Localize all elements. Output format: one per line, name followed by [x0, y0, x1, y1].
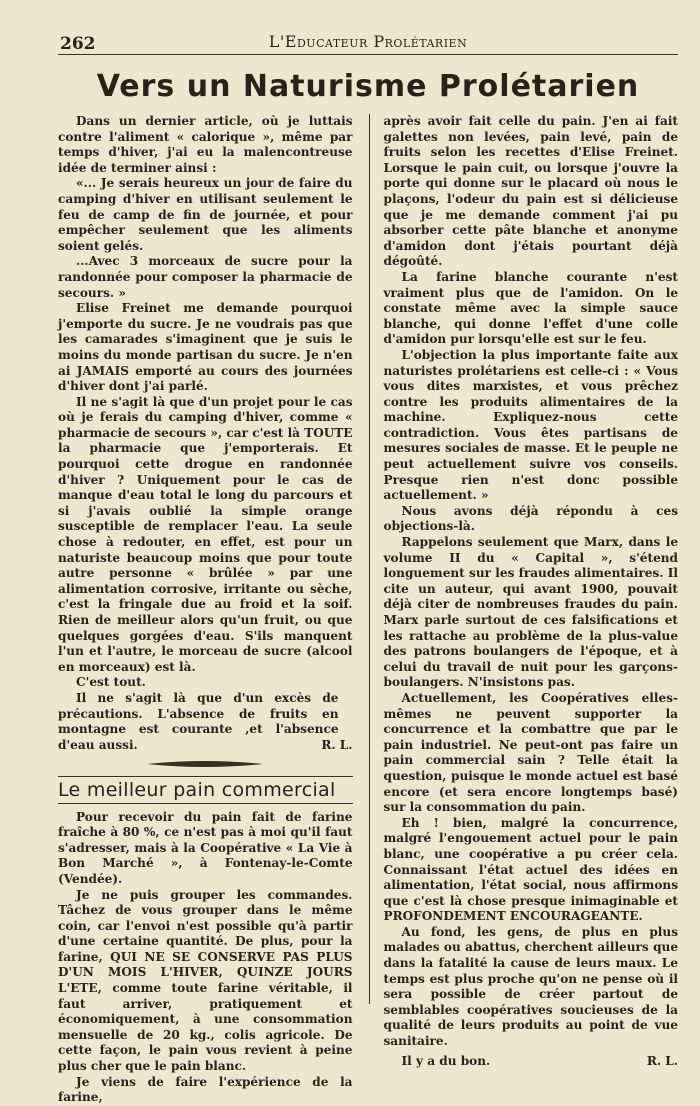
right-column: [384, 114, 679, 1106]
paragraph: Je viens de faire l'expérience de la farine,: [58, 1074, 353, 1105]
two-column-body: [58, 114, 678, 1106]
paragraph: Nous avons déjà répondu à ces objections-là.: [383, 503, 679, 534]
section-title: Le meilleur pain commercial: [58, 778, 336, 801]
paragraph: Dans un dernier article, où je luttais contre l'aliment « calorique », même par temps d'hiver, j'ai eu la malencontreuse idée de terminer ainsi :: [58, 114, 353, 175]
paragraph: Rappelons seulement que Marx, dans le volume II du « Capital », s'étend longuement sur les fraudes alimentaires. Il cite un auteur, qui avant 1900, pouvait déjà citer de nombreuses fraudes du pain. Marx parle surtout de ces falsifications et les rattache au problème de la plus-value des patrons boulangers de l'époque, et à celui du travail de nuit pour les garçons-boulangers. N'insistons pas.: [383, 535, 679, 690]
section-rule: [58, 803, 353, 804]
paragraph: Je ne puis grouper les commandes. Tâchez de vous grouper dans le même coin, car l'envoi n'est possible qu'à partir d'une certaine quantité. De plus, pour la farine, QUI NE SE CONSERVE PAS PLUS D'UN MOIS L'HIVER, QUINZE JOURS L'ETE, comme toute farine véritable, il faut arriver, pratiquement et économiquement, à une consommation mensuelle de 20 kg., colis agricole. De cette façon, le pain vous revient à peine plus cher que le pain blanc.: [58, 887, 353, 1074]
paragraph-with-signature: [58, 691, 353, 753]
article-title: Vers un Naturisme Prolétarien: [96, 69, 640, 104]
paragraph: Au fond, les gens, de plus en plus malades ou abattus, cherchent ailleurs que dans la fatalité la cause de leurs maux. Le temps est plus proche qu'on ne pense où il sera possible de créer partout de semblables coopératives soucieuses de la qualité de leurs produits au point de vue sanitaire.: [383, 924, 679, 1049]
column-rule: [369, 114, 370, 1004]
paragraph: C'est tout.: [76, 675, 146, 690]
page-number: 262: [60, 34, 96, 54]
closing-line: [384, 1054, 679, 1070]
paragraph: La farine blanche courante n'est vraiment plus que de l'amidon. On le constate même avec la simple sauce blanche, qui donne l'effet d'une colle d'amidon pur lorsqu'elle est sur le feu.: [383, 269, 679, 347]
paragraph: Actuellement, les Coopératives elles-mêmes ne peuvent supporter la concurrence et la combattre que par le pain industriel. Ne peut-ont pas faire un pain commercial sain ? Telle était la question, puisque le monde actuel est basé encore (et sera encore longtemps basé) sur la consommation du pain.: [383, 690, 679, 815]
left-column: [58, 114, 353, 1106]
section-rule: [58, 776, 353, 777]
journal-title: L'Educateur Prolétarien: [268, 32, 468, 51]
paragraph: «... Je serais heureux un jour de faire du camping d'hiver en utilisant seulement le feu de camp de fin de journée, et pour empêcher seulement que les aliments soient gelés.: [58, 176, 353, 253]
closing-text: Il y a du bon.: [401, 1053, 491, 1068]
paragraph: Il ne s'agit là que d'un excès de précautions. L'absence de fruits en montagne est courante ,et l'absence d'eau aussi.: [58, 690, 339, 752]
paragraph: L'objection la plus importante faite aux naturistes prolétariens est celle-ci : « Vous vous dites marxistes, et vous prêchez contre les produits alimentaires de la machine. Expliquez-nous cette contradiction. Vous êtes partisans de mesures sociales de masse. Et le peuple ne peut actuellement suivre vos conseils. Presque rien n'est donc possible actuellement. »: [383, 347, 679, 503]
paragraph: Elise Freinet me demande pourquoi j'emporte du sucre. Je ne voudrais pas que les camarades s'imaginent que je suis le moins du monde partisan du sucre. Je n'en ai JAMAIS emporté au cours des journées d'hiver dont j'ai parlé.: [58, 301, 353, 394]
ornament-divider: [58, 760, 353, 768]
paragraph: Pour recevoir du pain fait de farine fraîche à 80 %, ce n'est pas à moi qu'il faut s'adresser, mais à la Coopérative « La Vie à Bon Marché », à Fontenay-le-Comte (Vendée).: [58, 809, 353, 886]
paragraph: après avoir fait celle du pain. J'en ai fait galettes non levées, pain levé, pain de fruits selon les recettes d'Elise Freinet. Lorsque le pain cuit, ou lorsque j'ouvre la porte qui donne sur le placard où nous le plaçons, l'odeur du pain est si délicieuse que je me demande comment j'ai pu absorber cette pâte blanche et anonyme d'amidon dont j'étais pourtant déjà dégoûté.: [383, 114, 679, 269]
running-header: [58, 28, 678, 55]
paragraph: ...Avec 3 morceaux de sucre pour la randonnée pour composer la pharmacie de secours. »: [58, 254, 353, 300]
signature: R. L.: [646, 1053, 679, 1068]
signature: R. L.: [321, 738, 353, 753]
paragraph: Il ne s'agit là que d'un projet pour le cas où je ferais du camping d'hiver, comme « pharmacie de secours », car c'est là TOUTE la pharmacie que j'emporterais. Et pourquoi cette drogue en randonnée d'hiver ? Uniquement pour le cas de manque d'eau total le long du parcours et si j'avais oublié la simple orange susceptible de remplacer l'eau. La seule chose à redouter, en effet, est pour un naturiste beaucoup moins que pour toute autre personne « brûlée » par une alimentation corrosive, irritante ou sèche, c'est la fringale due au froid et la soif. Rien de meilleur alors qu'un fruit, ou que quelques gorgées d'eau. S'ils manquent l'un et l'autre, le morceau de sucre (alcool en morceaux) est là.: [58, 394, 353, 674]
paragraph: Eh ! bien, malgré la concurrence, malgré l'engouement actuel pour le pain blanc, une coopérative a pu créer cela. Connaissant l'état actuel des idées en alimentation, l'état social, nous affirmons que c'est là chose presque inimaginable et PROFONDEMENT ENCOURAGEANTE.: [383, 815, 679, 924]
ornament-icon: [145, 760, 265, 768]
